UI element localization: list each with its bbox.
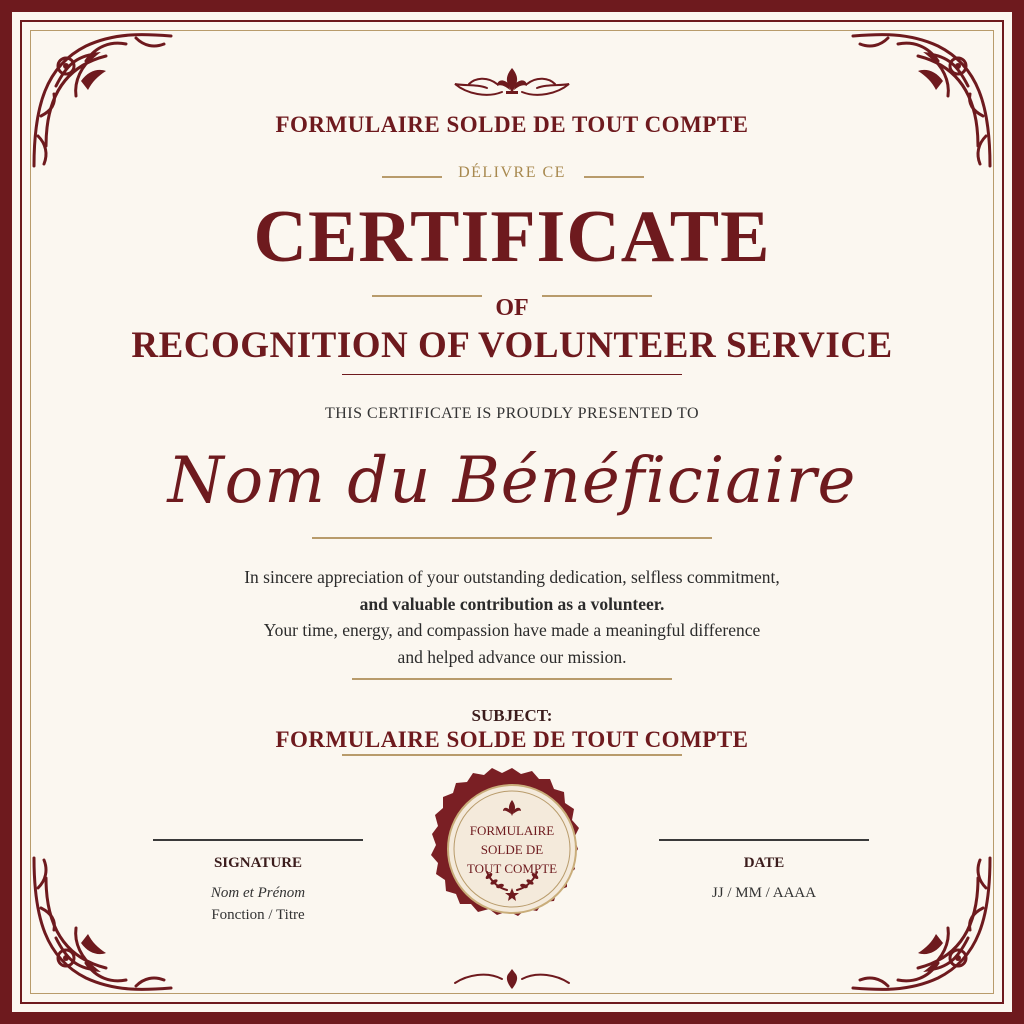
certificate-subtitle: RECOGNITION OF VOLUNTEER SERVICE: [131, 325, 893, 366]
recipient-name: Nom du Bénéficiaire: [167, 444, 857, 518]
signature-line: [153, 839, 363, 841]
bottom-ornament: [12, 967, 1012, 1002]
fleur-de-lis-icon: [12, 64, 1012, 109]
signature-block: [153, 839, 363, 926]
subject-label: SUBJECT:: [471, 706, 553, 725]
divider-right: [584, 176, 644, 178]
seal-line: TOUT COMPTE: [466, 861, 558, 876]
seal-text: [427, 821, 597, 878]
certificate: [12, 12, 1012, 1012]
certificate-seal: [427, 764, 597, 934]
seal-line: SOLDE DE: [480, 842, 544, 857]
date-format: JJ / MM / AAAA: [711, 884, 817, 901]
date-block: [659, 839, 869, 904]
title-divider: [342, 374, 682, 375]
subject-value: FORMULAIRE SOLDE DE TOUT COMPTE: [275, 727, 749, 752]
signer-role: Fonction / Titre: [211, 906, 305, 923]
date-label: DATE: [743, 854, 785, 871]
form-title: FORMULAIRE SOLDE DE TOUT COMPTE: [275, 112, 749, 137]
signer-name: Nom et Prénom: [210, 884, 306, 901]
presented-to-label: THIS CERTIFICATE IS PROUDLY PRESENTED TO: [324, 405, 700, 422]
title-of: OF: [495, 295, 529, 321]
certificate-title: CERTIFICATE: [253, 196, 771, 278]
body-divider: [352, 678, 672, 680]
body-line: and helped advance our mission.: [397, 646, 627, 667]
body-line: Your time, energy, and compassion have made a meaningful difference: [263, 620, 761, 640]
delivered-label: DÉLIVRE CE: [458, 164, 566, 181]
date-line: [659, 839, 869, 841]
recipient-divider: [312, 537, 712, 539]
signature-label: SIGNATURE: [213, 854, 303, 871]
seal-line: FORMULAIRE: [469, 823, 555, 838]
appreciation-text: [12, 564, 1012, 670]
divider-right: [542, 295, 652, 297]
body-line: and valuable contribution as a volunteer.: [359, 593, 665, 614]
body-line: In sincere appreciation of your outstanding dedication, selfless commitment,: [244, 567, 780, 587]
subject-divider: [342, 754, 682, 756]
